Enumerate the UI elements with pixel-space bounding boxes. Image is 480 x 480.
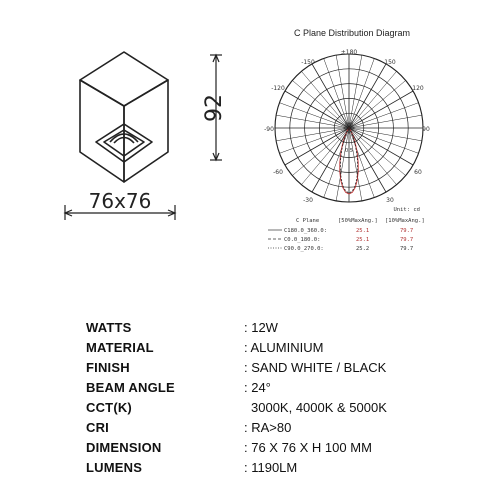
table-row-half: 25.1 <box>356 228 370 234</box>
table-row-plane: C180.0_360.0: <box>284 228 328 234</box>
radial-label-1: 0.5 <box>345 148 353 154</box>
spec-label: CCT(K) <box>86 400 132 415</box>
table-row-plane: C90.0_270.0: <box>284 246 324 252</box>
table-header-tenth: [10%MaxAng.] <box>385 218 425 224</box>
spec-value: : RA>80 <box>244 420 292 435</box>
spec-value: : 12W <box>244 320 278 335</box>
spec-value: : 76 X 76 X H 100 MM <box>244 440 372 455</box>
spec-value: : ALUMINIUM <box>244 340 324 355</box>
table-header-half: [50%MaxAng.] <box>338 218 378 224</box>
polar-unit-label: Unit: cd <box>393 207 420 213</box>
angle-label-120: 120 <box>412 85 424 92</box>
spec-table <box>86 318 466 478</box>
angle-label-180: ±180 <box>340 49 358 56</box>
product-outline <box>80 52 168 182</box>
spec-label: FINISH <box>86 360 130 375</box>
angle-label-neg60: -60 <box>273 169 283 176</box>
spec-row-finish <box>86 358 466 378</box>
angle-label-90: 90 <box>422 126 430 133</box>
spec-row-lumens <box>86 458 466 478</box>
spec-row-beam-angle <box>86 378 466 398</box>
spec-row-watts <box>86 318 466 338</box>
spec-value: : 1190LM <box>244 460 298 475</box>
angle-label-neg150: -150 <box>301 59 315 66</box>
table-header-plane: C Plane <box>296 218 320 224</box>
polar-diagram-title: C Plane Distribution Diagram <box>293 28 411 38</box>
table-row-plane: C0.0_180.0: <box>284 237 321 243</box>
angle-label-neg30: -30 <box>303 197 313 204</box>
spec-label: CRI <box>86 420 109 435</box>
table-row-tenth: 79.7 <box>400 246 414 252</box>
spec-label: WATTS <box>86 320 132 335</box>
spec-value: : 24° <box>244 380 271 395</box>
spec-label: BEAM ANGLE <box>86 380 175 395</box>
width-dimension-label: 76x76 <box>88 189 152 213</box>
spec-value: 3000K, 4000K & 5000K <box>251 400 387 415</box>
table-row-half: 25.1 <box>356 237 370 243</box>
spec-row-dimension <box>86 438 466 458</box>
table-row-tenth: 79.7 <box>400 237 414 243</box>
spec-label: MATERIAL <box>86 340 154 355</box>
beam-angle-table <box>268 218 425 252</box>
angle-label-150: 150 <box>384 59 396 66</box>
spec-row-material <box>86 338 466 358</box>
angle-label-neg120: -120 <box>271 85 285 92</box>
radial-label-0: 0.0 <box>345 122 353 128</box>
spec-row-cri <box>86 418 466 438</box>
height-dimension-label: 92 <box>202 94 227 122</box>
spec-label: DIMENSION <box>86 440 162 455</box>
angle-label-60: 60 <box>414 169 422 176</box>
spec-label: LUMENS <box>86 460 143 475</box>
angle-label-30: 30 <box>386 197 394 204</box>
spec-row-cct <box>86 398 466 418</box>
angle-label-neg90: -90 <box>264 126 274 133</box>
spec-value: : SAND WHITE / BLACK <box>244 360 387 375</box>
table-row-half: 25.2 <box>356 246 370 252</box>
table-row-tenth: 79.7 <box>400 228 414 234</box>
